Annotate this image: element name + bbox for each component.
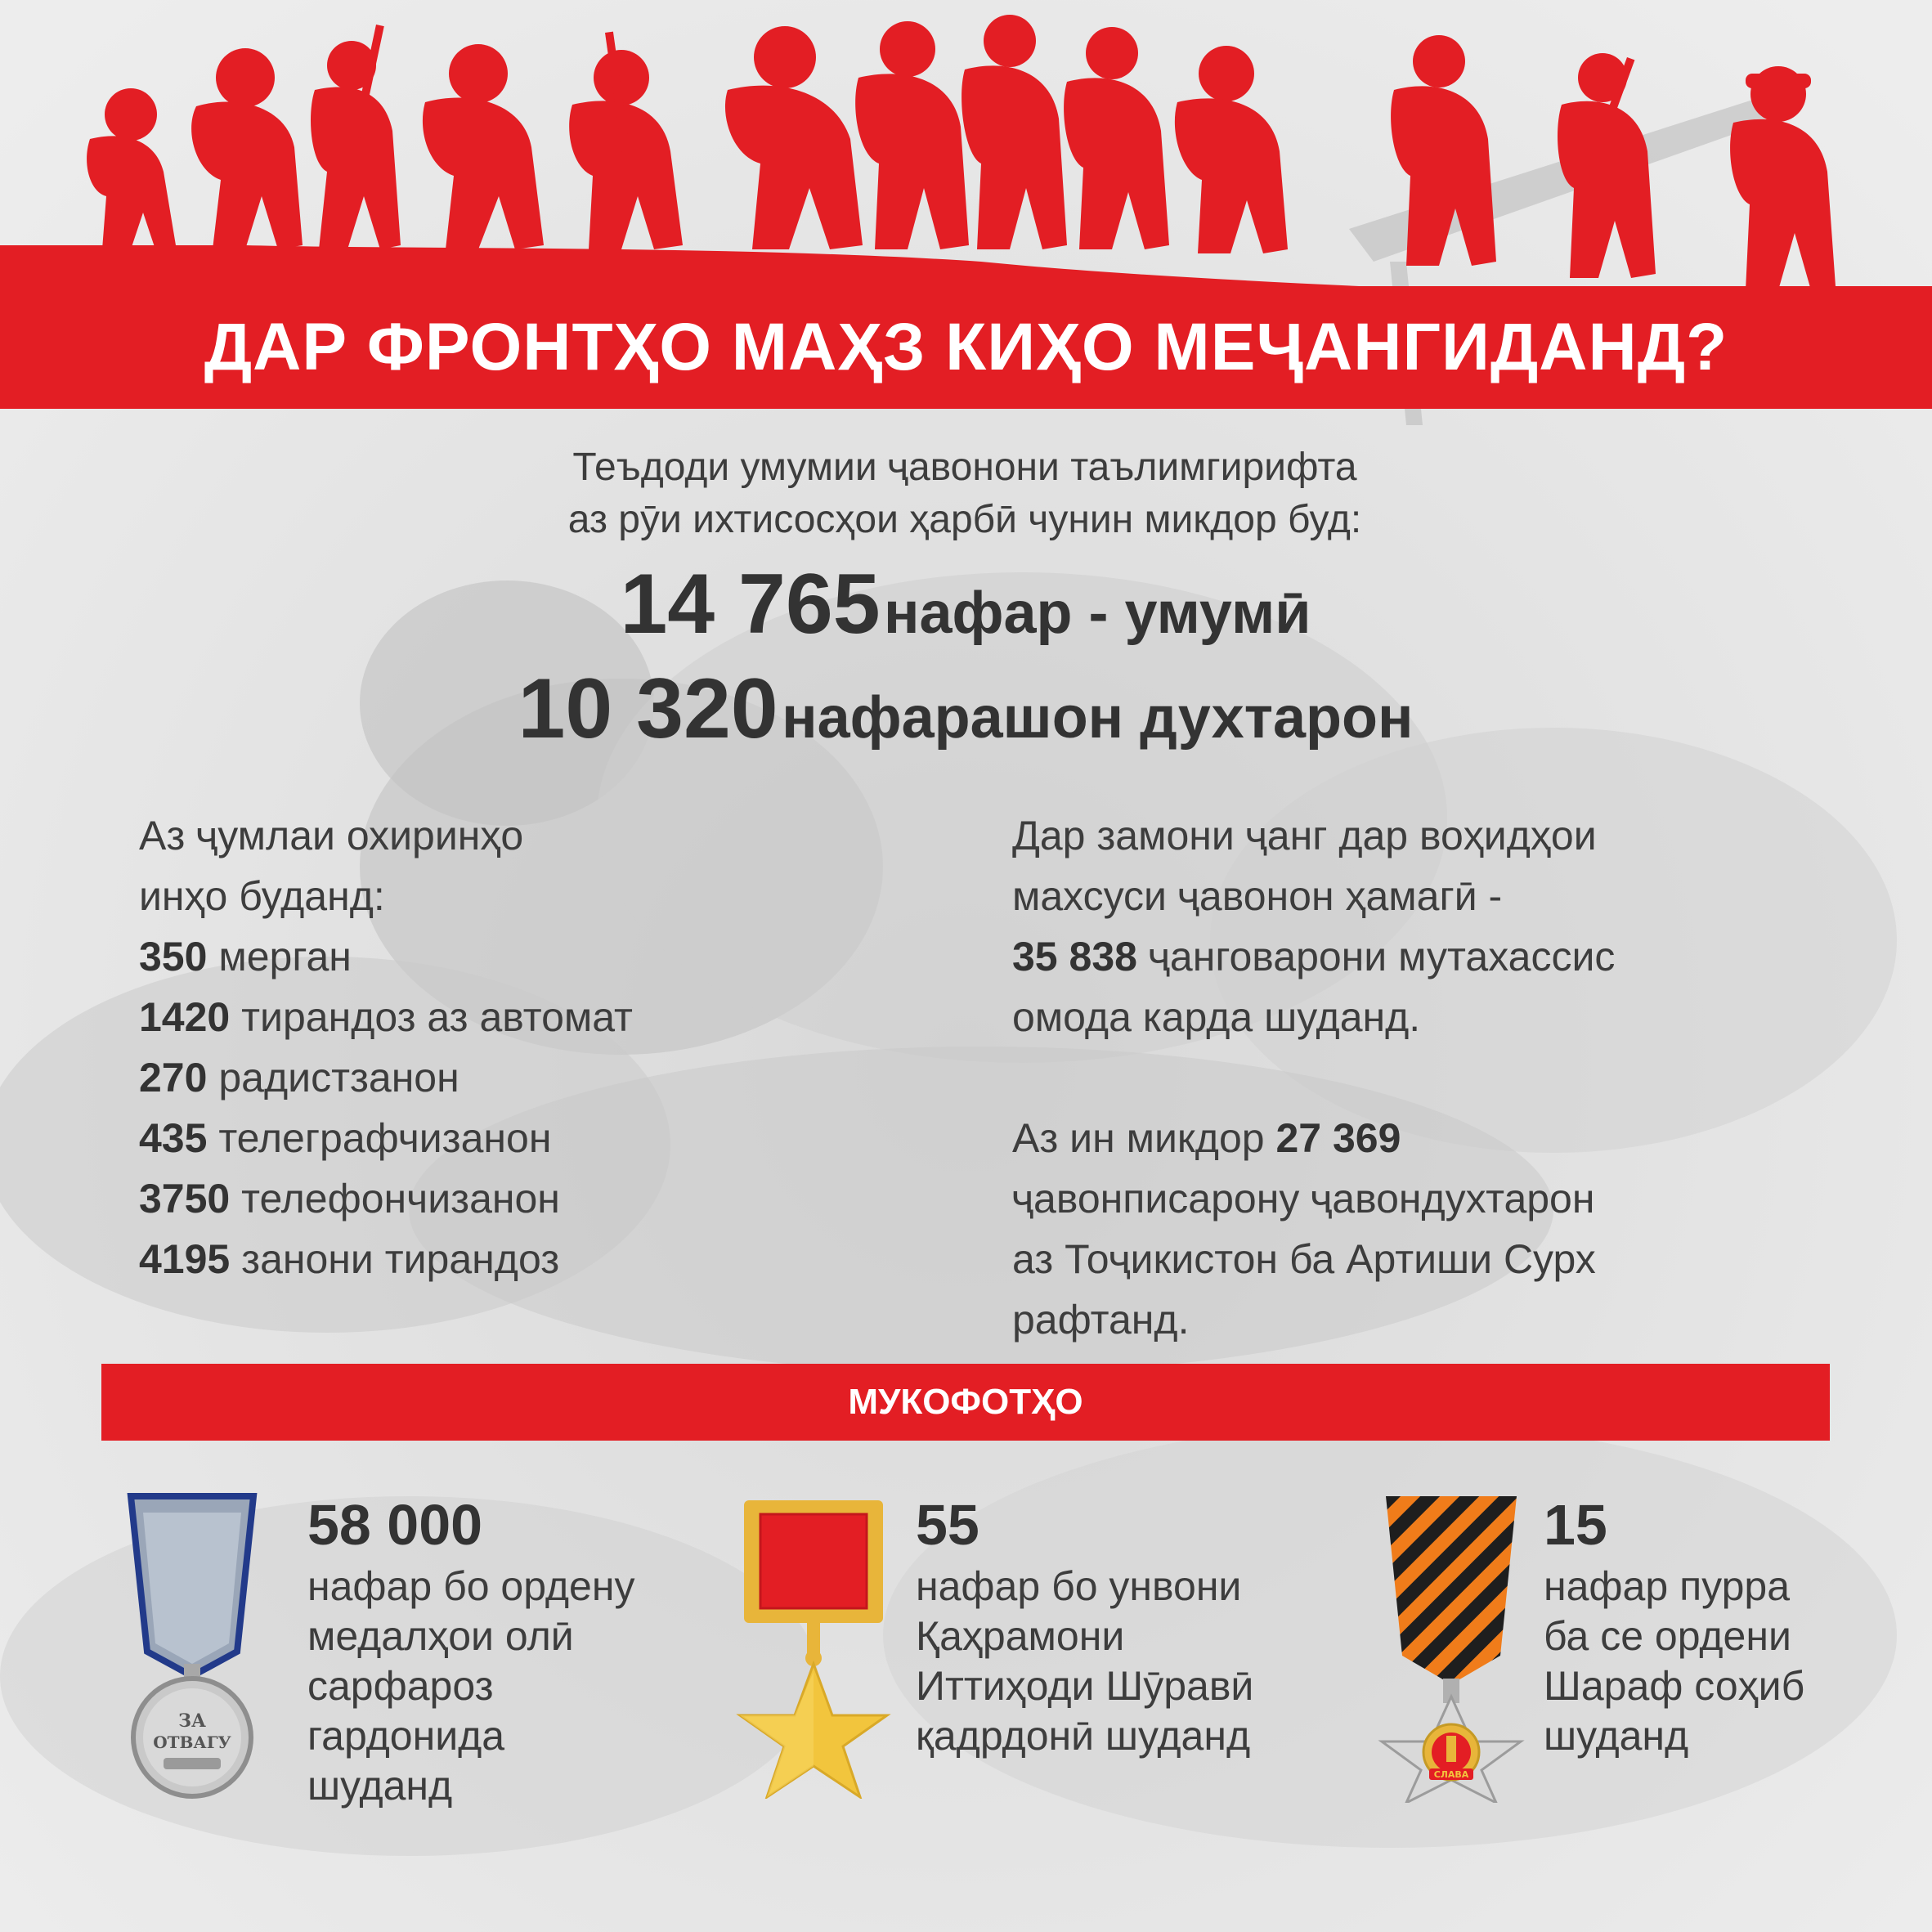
title-banner (0, 286, 1932, 409)
right-text-line (1012, 1108, 1615, 1168)
total-stat (230, 556, 1701, 653)
intro-text (311, 442, 1619, 546)
specialty-item (139, 1229, 633, 1289)
awards-title: МУКОФОТҲО (848, 1382, 1083, 1422)
award-line: шуданд (1544, 1713, 1689, 1759)
right-text-span: Аз ин микдор (1012, 1115, 1265, 1161)
medal-text: ОТВАГУ (153, 1733, 231, 1752)
medal-text: ЗА (178, 1710, 206, 1732)
right-text-line: Дар замони ҷанг дар воҳидҳои (1012, 813, 1597, 858)
right-text-line: ҷавонписарону ҷавондухтарон (1012, 1176, 1595, 1222)
award-number: 15 (1544, 1493, 1607, 1557)
specialty-item (139, 987, 633, 1047)
specialty-label: занони тирандоз (241, 1236, 560, 1282)
medal-za-otvagu-icon (106, 1488, 278, 1799)
specialty-label: радистзанон (218, 1055, 459, 1100)
award-description (1544, 1562, 1804, 1761)
right-text-line: омода карда шуданд. (1012, 994, 1421, 1040)
specialty-label: телефончизанон (241, 1176, 560, 1222)
specialty-item (139, 1168, 633, 1229)
right-column (1012, 805, 1615, 1350)
medal-text: СЛАВА (1433, 1769, 1469, 1780)
award-number: 55 (916, 1493, 979, 1557)
girls-label: нафарашон духтарон (782, 685, 1414, 751)
specialty-number: 435 (139, 1115, 208, 1161)
girls-stat (230, 661, 1701, 758)
specialty-number: 1420 (139, 994, 231, 1040)
specialists-number: 35 838 (1012, 934, 1137, 979)
award-number: 58 000 (307, 1493, 483, 1557)
intro-line: аз рӯи ихтисосҳои ҳарбӣ чунин микдор буд: (567, 498, 1362, 541)
award-description (307, 1562, 634, 1811)
total-number: 14 765 (620, 557, 881, 652)
awards-banner (101, 1364, 1830, 1441)
order-of-glory-icon (1365, 1492, 1537, 1803)
award-line: ба се ордени (1544, 1613, 1791, 1659)
award-line: Шараф соҳиб (1544, 1663, 1805, 1709)
left-intro-line: Аз ҷумлаи охиринҳо (139, 813, 524, 858)
left-column (139, 805, 633, 1289)
award-line: Қаҳрамони (916, 1613, 1125, 1659)
right-text-span: ҷанговарони мутахассис (1148, 934, 1616, 979)
award-line: сарфароз (307, 1663, 494, 1709)
specialty-number: 3750 (139, 1176, 231, 1222)
left-intro-line: инҳо буданд: (139, 873, 385, 919)
specialty-number: 270 (139, 1055, 208, 1100)
award-line: нафар бо унвони (916, 1563, 1242, 1609)
total-label: нафар - умумӣ (883, 580, 1311, 646)
award-line: қадрдонӣ шуданд (916, 1713, 1251, 1759)
award-line: медалҳои олӣ (307, 1613, 574, 1659)
right-text-line (1012, 926, 1615, 987)
specialty-item (139, 1047, 633, 1108)
specialty-label: тирандоз аз автомат (241, 994, 633, 1040)
right-text-line: аз Тоҷикистон ба Артиши Сурх (1012, 1236, 1596, 1282)
award-description (916, 1562, 1253, 1761)
specialty-item (139, 926, 633, 987)
award-line: Иттиҳоди Шӯравӣ (916, 1663, 1254, 1709)
page-title: ДАР ФРОНТҲО МАҲЗ КИҲО МЕҶАНГИДАНД? (204, 310, 1728, 384)
right-text-line: рафтанд. (1012, 1297, 1190, 1343)
intro-line: Теъдоди умумии ҷавонони таълимгирифта (572, 446, 1357, 489)
gold-star-icon (732, 1496, 895, 1799)
award-line: шуданд (307, 1763, 453, 1809)
girls-number: 10 320 (518, 661, 778, 756)
award-line: нафар пурра (1544, 1563, 1791, 1609)
specialty-number: 4195 (139, 1236, 231, 1282)
volunteers-number: 27 369 (1275, 1115, 1401, 1161)
specialty-label: телеграфчизанон (218, 1115, 552, 1161)
award-line: нафар бо ордену (307, 1563, 635, 1609)
specialty-number: 350 (139, 934, 208, 979)
award-line: гардонида (307, 1713, 505, 1759)
specialty-item (139, 1108, 633, 1168)
right-text-line: махсуси ҷавонон ҳамагӣ - (1012, 873, 1503, 919)
specialty-label: мерган (218, 934, 352, 979)
paragraph-spacer (1012, 1047, 1615, 1108)
